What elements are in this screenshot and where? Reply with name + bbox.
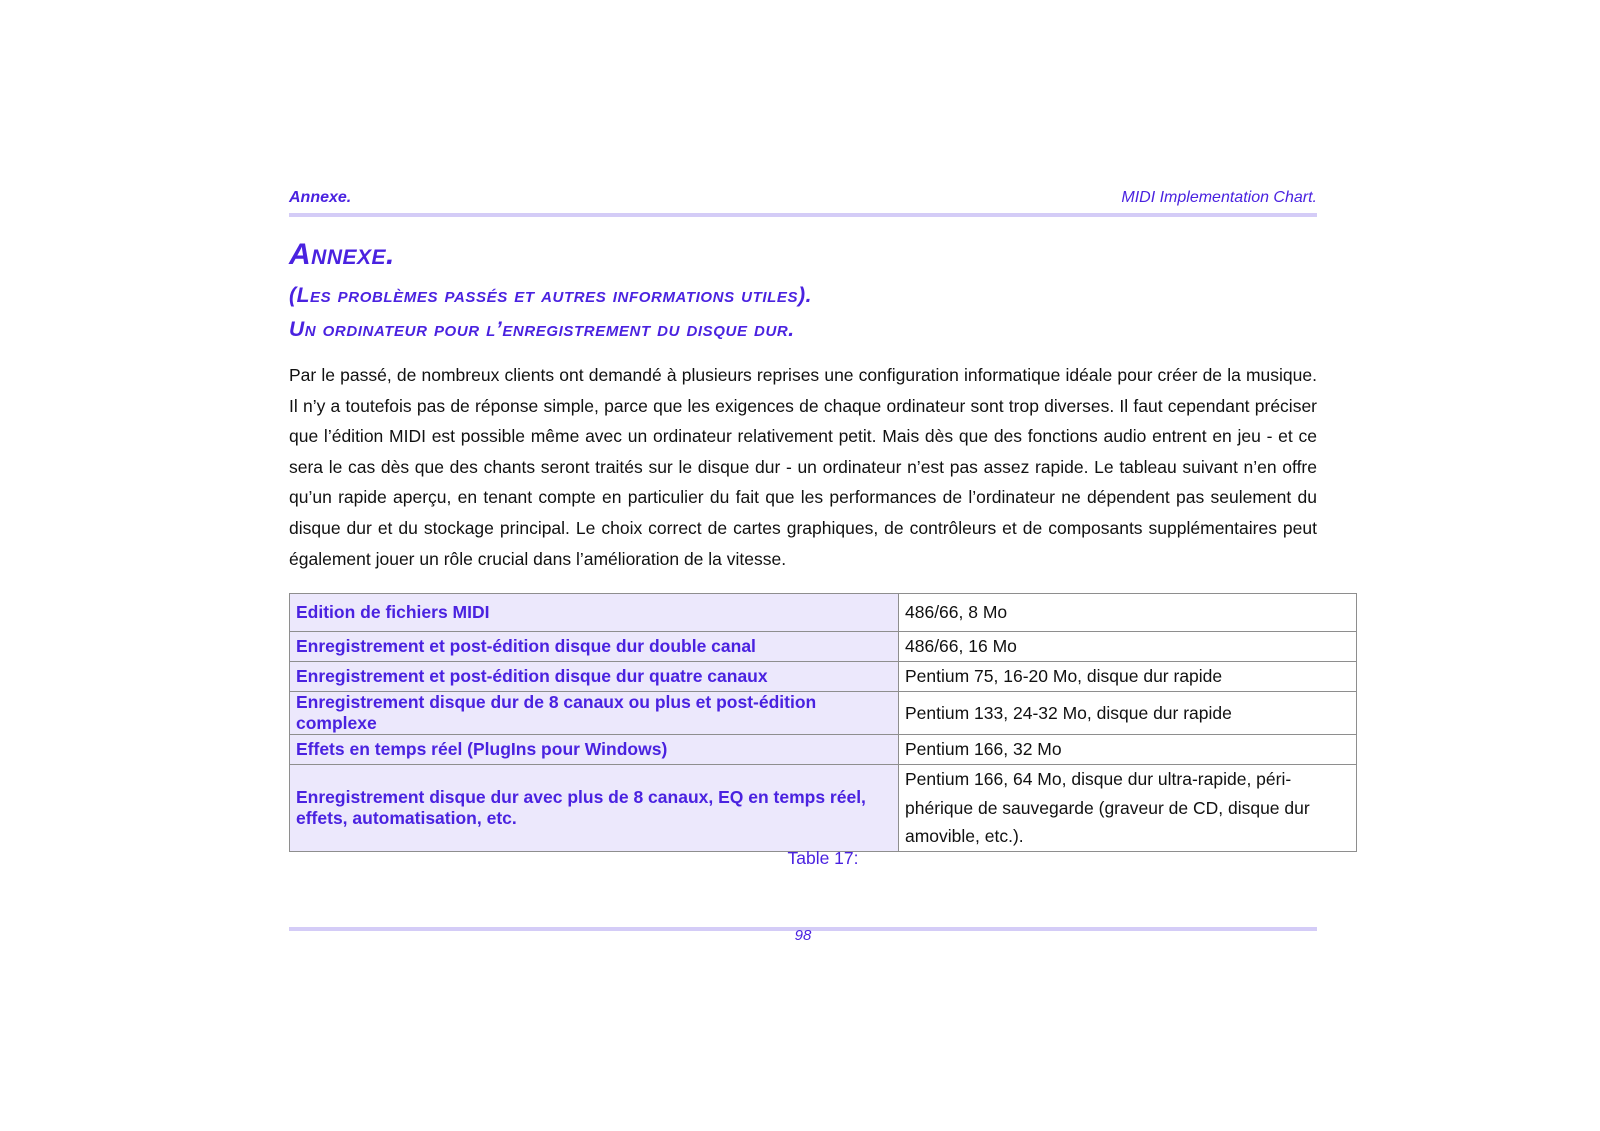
table-row <box>290 735 1357 765</box>
table-cell-task: Effets en temps réel (PlugIns pour Windows) <box>290 735 899 765</box>
table-cell-task: Enregistrement disque dur de 8 canaux ou plus et post-édition complexe <box>290 692 899 735</box>
table-cell-task: Enregistrement et post-édition disque dur quatre canaux <box>290 662 899 692</box>
table-cell-requirement: Pentium 133, 24-32 Mo, disque dur rapide <box>899 692 1357 735</box>
table-row <box>290 662 1357 692</box>
subtitle-computer: Un ordinateur pour l’enregistrement du disque dur. <box>289 318 795 341</box>
table-cell-task: Enregistrement disque dur avec plus de 8 canaux, EQ en temps réel, effets, automatisation, etc. <box>290 765 899 852</box>
table-cell-requirement: 486/66, 16 Mo <box>899 632 1357 662</box>
requirements-table <box>289 593 1357 852</box>
table-cell-task: Edition de fichiers MIDI <box>290 594 899 632</box>
table-cell-requirement: Pentium 166, 32 Mo <box>899 735 1357 765</box>
header-rule <box>289 213 1317 217</box>
page-title: Annexe. <box>289 238 395 271</box>
table-row <box>290 594 1357 632</box>
table-row <box>290 765 1357 852</box>
table-caption: Table 17: <box>787 848 859 868</box>
page-number: 98 <box>794 927 812 944</box>
table-row <box>290 632 1357 662</box>
table-cell-requirement: Pentium 75, 16-20 Mo, disque dur rapide <box>899 662 1357 692</box>
body-paragraph: Par le passé, de nombreux clients ont demandé à plusieurs reprises une configuration informatique idéale pour créer de la musique. Il n’y a toutefois pas de réponse simple, parce que les exigences de chaque ordinateur sont trop diverses. Il faut cependant préciser que l’édition MIDI est possible même avec un ordinateur relativement petit. Mais dès que des fonctions audio entrent en jeu - et ce sera le cas dès que des chants seront traités sur le disque dur - un ordinateur n’est pas assez rapide. Le tableau suivant n’en offre qu’un rapide aperçu, en tenant compte en particulier du fait que les performances de l’ordinateur ne dépendent pas seulement du disque dur et du stockage principal. Le choix correct de cartes graphiques, de contrôleurs et de composants supplémentaires peut également jouer un rôle crucial dans l’amélioration de la vitesse. <box>289 365 1317 569</box>
table-row <box>290 692 1357 735</box>
running-header-chapter: Annexe. <box>289 189 352 206</box>
running-header <box>289 189 1317 211</box>
running-header-section: MIDI Implementation Chart. <box>1121 189 1317 206</box>
subtitle-problems: (Les problèmes passés et autres informations utiles). <box>289 284 813 307</box>
table-cell-requirement: Pentium 166, 64 Mo, disque dur ultra-rapide, périphérique de sauvegarde (graveur de CD, disque dur amovible, etc.). <box>899 765 1357 852</box>
table-cell-requirement: 486/66, 8 Mo <box>899 594 1357 632</box>
table-cell-task: Enregistrement et post-édition disque dur double canal <box>290 632 899 662</box>
